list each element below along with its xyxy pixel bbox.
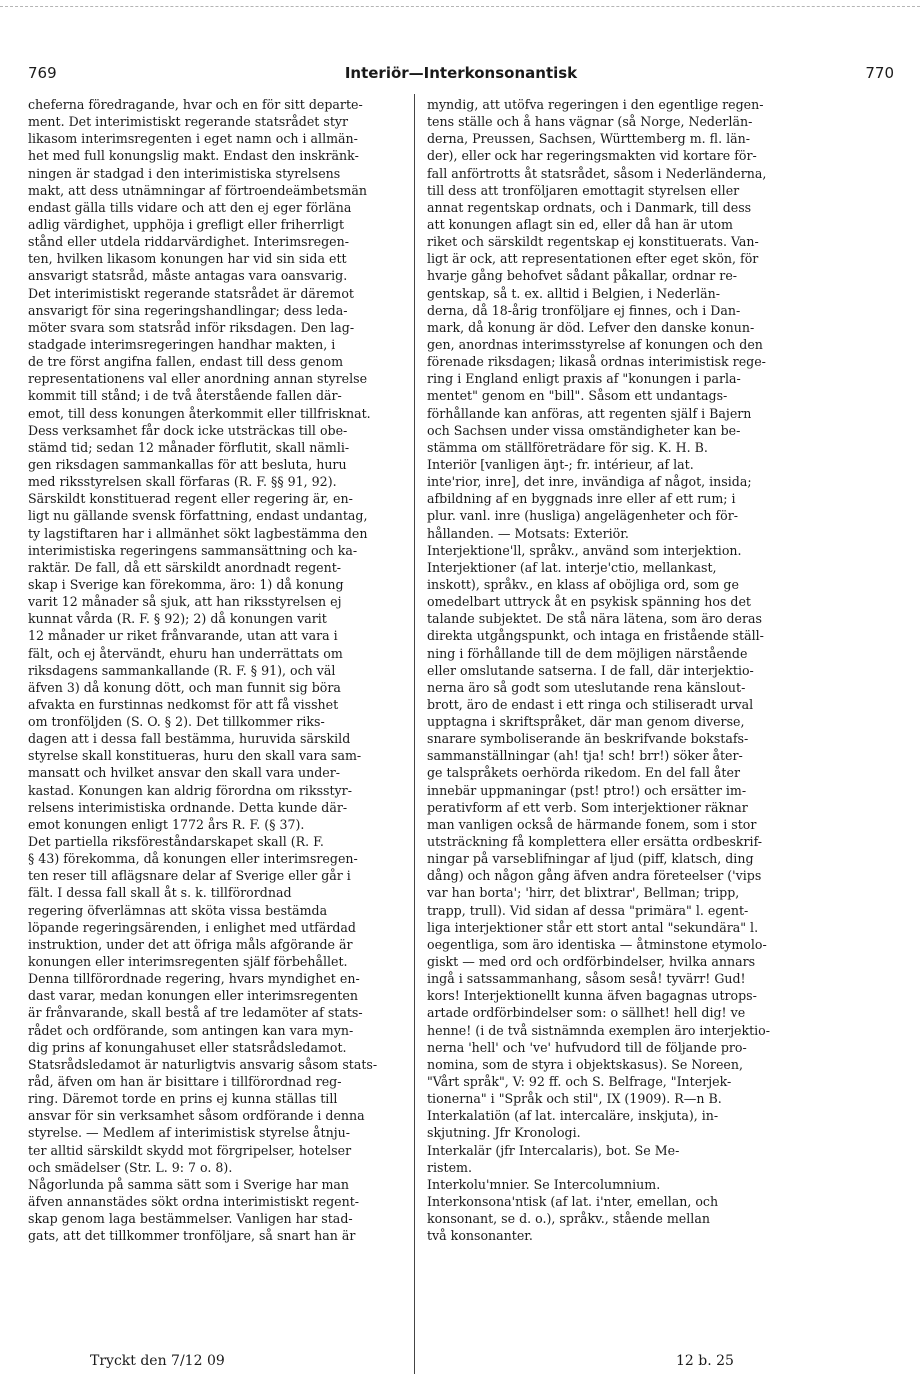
text-line: cheferna föredragande, hvar och en för sitt departe- <box>28 97 363 112</box>
text-line: Interjektioner (af lat. interje'ctio, mellankast, <box>427 559 717 575</box>
text-line: derna, då 18-årig tronföljare ej finnes, och i Dan- <box>427 302 741 318</box>
text-line: upptagna i skriftspråket, där man genom diverse, <box>427 714 745 730</box>
text-line: perativform af ett verb. Som interjektioner räknar <box>427 799 748 815</box>
text-line: tionerna" i "Språk och stil", IX (1909). R—n B. <box>427 1091 722 1107</box>
text-line: äfven 3) då konung dött, och man funnit sig böra <box>28 679 341 695</box>
text-line: het med full konungslig makt. Endast den inskränk- <box>28 148 359 164</box>
text-line: stämd tid; sedan 12 månader förflutit, skall nämli- <box>28 439 350 455</box>
text-line: myndig, att utöfva regeringen i den egentlige regen- <box>427 97 764 112</box>
text-line: oegentliga, som äro identiska — åtminstone etymolo- <box>427 936 767 952</box>
text-line: hvarje gång behofvet sådant påkallar, ordnar re- <box>427 268 738 284</box>
text-line: brott, äro de endast i ett ringa och stiliseradt urval <box>427 696 754 712</box>
text-line: regering öfverlämnas att sköta vissa bestämda <box>28 902 328 918</box>
text-line: fält, och ej återvändt, ehuru han underrättats om <box>28 645 343 661</box>
text-line: ligt är ock, att representationen efter eget skön, för <box>427 251 759 267</box>
text-line: artade ordförbindelser som: o sällhet! hell dig! ve <box>427 1005 746 1021</box>
text-line: om tronföljden (S. O. § 2). Det tillkommer riks- <box>28 714 325 730</box>
text-line: Det interimistiskt regerande statsrådet är däremot <box>28 285 354 301</box>
text-line: snarare symboliserande än beskrifvande bokstafs- <box>427 731 749 747</box>
text-line: direkta utgångspunkt, och intaga en fristående ställ- <box>427 628 764 644</box>
text-line: fall anförtrotts åt statsrådet, såsom i Nederländerna, <box>427 165 767 181</box>
text-line: ligt nu gällande svensk författning, endast undantag, <box>28 508 368 524</box>
text-line: Interiör [vanligen äŋt-; fr. intérieur, af lat. <box>427 456 694 472</box>
text-line: makt, att dess utnämningar af förtroendeämbetsmän <box>28 182 368 198</box>
text-line: Interkalatiön (af lat. intercaläre, inskjuta), in- <box>427 1108 719 1124</box>
text-line: giskt — med ord och ordförbindelser, hvilka annars <box>427 954 756 970</box>
text-line: Interjektione'll, språkv., använd som interjektion. <box>427 542 742 558</box>
text-line: möter svara som statsråd inför riksdagen. Den lag- <box>28 319 355 335</box>
text-line: gats, att det tillkommer tronföljare, så snart han är <box>28 1228 356 1244</box>
text-line: inskott), språkv., en klass af oböjliga ord, som ge <box>427 576 739 592</box>
text-line: stämma om ställföreträdare för sig. K. H. B. <box>427 439 708 455</box>
text-line: nerna äro så godt som uteslutande rena känslout- <box>427 679 746 695</box>
text-line: fält. I dessa fall skall åt s. k. tillförordnad <box>28 885 292 901</box>
text-line: Interkolu'mnier. Se Intercolumnium. <box>427 1176 661 1192</box>
text-line: interimistiska regeringens sammansättning och ka- <box>28 542 358 558</box>
text-line: "Vårt språk", V: 92 ff. och S. Belfrage, "Interjek- <box>427 1074 732 1090</box>
column-divider <box>414 94 415 1374</box>
left-column <box>28 96 418 1244</box>
text-line: gen riksdagen sammankallas för att besluta, huru <box>28 456 347 472</box>
text-line: likasom interimsregenten i eget namn och i allmän- <box>28 131 358 147</box>
text-line: endast gälla tills vidare och att den ej eger förläna <box>28 199 352 215</box>
text-line: dagen att i dessa fall bestämma, huruvida särskild <box>28 731 351 747</box>
text-line: riksdagens sammankallande (R. F. § 91), och väl <box>28 662 336 678</box>
text-line: kastad. Konungen kan aldrig förordna om riksstyr- <box>28 782 352 798</box>
text-line: representationens val eller anordning annan styrelse <box>28 371 368 387</box>
text-line: de tre först angifna fallen, endast till dess genom <box>28 354 344 370</box>
text-line: dast varar, medan konungen eller interimsregenten <box>28 988 358 1004</box>
print-date: Tryckt den 7/12 09 <box>90 1353 225 1369</box>
text-line: ningar på varseblifningar af ljud (piff, klatsch, ding <box>427 851 754 867</box>
page-title: Interiör—Interkonsonantisk <box>344 64 578 82</box>
text-line: skap genom laga bestämmelser. Vanligen har stad- <box>28 1211 353 1227</box>
text-line: Interkalär (jfr Intercalaris), bot. Se Me- <box>427 1142 680 1158</box>
text-line: skjutning. Jfr Kronologi. <box>427 1125 581 1141</box>
text-line: liga interjektioner står ett stort antal "sekundära" l. <box>427 919 759 935</box>
text-line: gentskap, så t. ex. alltid i Belgien, i Nederlän- <box>427 285 721 301</box>
text-line: ristem. <box>427 1159 472 1175</box>
text-line: ge talspråkets oerhörda rikedom. En del fall åter <box>427 765 740 781</box>
text-line: Denna tillförordnade regering, hvars myndighet en- <box>28 971 360 987</box>
text-line: ten reser till aflägsnare delar af Sverige eller går i <box>28 868 351 884</box>
text-line: och smädelser (Str. L. 9: 7 o. 8). <box>28 1159 233 1175</box>
text-line: mentet" genom en "bill". Såsom ett undantags- <box>427 388 728 404</box>
text-line: löpande regeringsärenden, i enlighet med utfärdad <box>28 919 356 935</box>
text-line: henne! (i de två sistnämnda exemplen äro interjektio- <box>427 1022 771 1038</box>
text-line: afbildning af en byggnads inre eller af ett rum; i <box>427 491 736 507</box>
text-line: trapp, trull). Vid sidan af dessa "primära" l. egent- <box>427 902 749 918</box>
text-line: ning i förhållande till de dem möjligen närstående <box>427 645 748 661</box>
text-line: emot konungen enligt 1772 års R. F. (§ 37). <box>28 816 305 832</box>
text-line: ten, hvilken likasom konungen har vid sin sida ett <box>28 251 347 267</box>
text-line: varit 12 månader så sjuk, att han riksstyrelsen ej <box>28 594 342 610</box>
text-line: hållanden. — Motsats: Exteriör. <box>427 525 629 541</box>
text-line: annat regentskap ordnats, och i Danmark, till dess <box>427 199 752 215</box>
text-line: talande subjektet. De stå nära lätena, som äro deras <box>427 611 762 627</box>
text-line: kunnat vårda (R. F. § 92); 2) då konungen varit <box>28 611 327 627</box>
text-line: innebär uppmaningar (pst! ptro!) och ersätter im- <box>427 782 747 798</box>
text-line: Någorlunda på samma sätt som i Sverige har man <box>28 1176 350 1192</box>
right-column <box>427 96 817 1244</box>
text-line: ring i England enligt praxis af "konungen i parla- <box>427 371 741 387</box>
text-line: till dess att tronföljaren emottagit styrelsen eller <box>427 182 740 198</box>
sheet-signature: 12 b. 25 <box>676 1353 734 1369</box>
text-line: ring. Däremot torde en prins ej kunna ställas till <box>28 1091 338 1107</box>
text-line: med riksstyrelsen skall förfaras (R. F. §§ 91, 92). <box>28 474 337 490</box>
text-line: 12 månader ur riket frånvarande, utan att vara i <box>28 628 338 644</box>
text-line: emot, till dess konungen återkommit eller tillfrisknat. <box>28 405 371 421</box>
text-line: ter alltid särskildt skydd mot förgripelser, hotelser <box>28 1142 352 1158</box>
text-line: relsens interimistiska ordnande. Detta kunde där- <box>28 799 348 815</box>
text-line: ansvarigt statsråd, måste antagas vara oansvarig. <box>28 268 348 284</box>
text-line: dig prins af konungahuset eller statsrådsledamot. <box>28 1039 347 1055</box>
text-line: styrelse. — Medlem af interimistisk styrelse åtnju- <box>28 1125 350 1141</box>
text-line: adlig värdighet, upphöja i grefligt eller friherrligt <box>28 216 345 232</box>
text-line: konsonant, se d. o.), språkv., stående mellan <box>427 1211 710 1227</box>
text-line: instruktion, under det att öfriga måls afgörande är <box>28 936 353 952</box>
text-line: ty lagstiftaren har i allmänhet sökt lagbestämma den <box>28 525 368 541</box>
text-line: stånd eller utdela riddarvärdighet. Interimsregen- <box>28 234 349 250</box>
text-line: att konungen aflagt sin ed, eller då han är utom <box>427 216 733 232</box>
text-line: inte'rior, inre], det inre, invändiga af något, insida; <box>427 474 752 490</box>
text-line: riket och särskildt regentskap ej konstituerats. Van- <box>427 234 759 250</box>
text-line: ingå i satssammanhang, såsom seså! tyvärr! Gud! <box>427 971 746 987</box>
text-line: man vanligen också de härmande fonem, som i stor <box>427 816 757 832</box>
text-line: derna, Preussen, Sachsen, Württemberg m. fl. län- <box>427 131 750 147</box>
text-line: sammanställningar (ah! tja! sch! brr!) söker åter- <box>427 748 743 764</box>
text-line: mansatt och hvilket ansvar den skall vara under- <box>28 765 341 781</box>
text-line: plur. vanl. inre (husliga) angelägenheter och för- <box>427 508 739 524</box>
page-header <box>28 64 894 88</box>
text-line: nerna 'hell' och 've' hufvudord till de följande pro- <box>427 1039 747 1055</box>
text-line: var han borta'; 'hirr, det blixtrar', Bellman; tripp, <box>427 885 740 901</box>
text-line: ningen är stadgad i den interimistiska styrelsens <box>28 165 341 181</box>
text-line: Interkonsona'ntisk (af lat. i'nter, emellan, och <box>427 1194 719 1209</box>
top-rule <box>0 6 920 7</box>
text-line: Dess verksamhet får dock icke utsträckas till obe- <box>28 422 348 438</box>
text-line: § 43) förekomma, då konungen eller interimsregen- <box>28 851 358 867</box>
text-line: kors! Interjektionellt kunna äfven bagagnas utrops- <box>427 988 757 1004</box>
text-line: raktär. De fall, då ett särskildt anordnadt regent- <box>28 559 342 575</box>
text-line: Det partiella riksföreståndarskapet skall (R. F. <box>28 834 324 850</box>
text-line: nomina, som de styra i objektskasus). Se Noreen, <box>427 1056 743 1072</box>
text-line: gen, anordnas interimsstyrelse af konungen och den <box>427 336 763 352</box>
text-line: rådet och ordförande, som antingen kan vara myn- <box>28 1022 354 1038</box>
text-line: styrelse skall konstitueras, huru den skall vara sam- <box>28 748 362 764</box>
text-line: förhållande kan anföras, att regenten själf i Bajern <box>427 405 752 421</box>
text-line: är frånvarande, skall bestå af tre ledamöter af stats- <box>28 1005 363 1021</box>
text-line: konungen eller interimsregenten själf förbehållet. <box>28 954 348 970</box>
text-line: kommit till stånd; i de två återstående fallen där- <box>28 388 342 404</box>
text-line: dång) och någon gång äfven andra företeelser ('vips <box>427 868 762 884</box>
page-number-right: 770 <box>865 64 894 82</box>
text-line: ansvarigt för sina regeringshandlingar; dess leda- <box>28 302 348 318</box>
text-line: ansvar för sin verksamhet såsom ordförande i denna <box>28 1108 365 1124</box>
text-line: och Sachsen under vissa omständigheter kan be- <box>427 422 741 438</box>
text-line: råd, äfven om han är bisittare i tillförordnad reg- <box>28 1074 342 1090</box>
text-line: skap i Sverige kan förekomma, äro: 1) då konung <box>28 576 344 592</box>
text-line: stadgade interimsregeringen handhar makten, i <box>28 336 336 352</box>
text-line: ment. Det interimistiskt regerande statsrådet styr <box>28 114 349 130</box>
text-line: mark, då konung är död. Lefver den danske konun- <box>427 319 755 335</box>
text-line: Särskildt konstituerad regent eller regering är, en- <box>28 491 353 507</box>
text-line: två konsonanter. <box>427 1228 533 1244</box>
text-line: tens ställe och å hans vägnar (så Norge, Nederlän- <box>427 114 753 130</box>
text-line: äfven annanstädes sökt ordna interimistiskt regent- <box>28 1194 360 1209</box>
page-number-left: 769 <box>28 64 57 82</box>
text-line: förenade riksdagen; likaså ordnas interimistisk rege- <box>427 354 766 370</box>
text-line: utsträckning få komplettera eller ersätta ordbeskrif- <box>427 834 763 850</box>
text-line: Statsrådsledamot är naturligtvis ansvarig såsom stats- <box>28 1056 378 1072</box>
text-line: omedelbart uttryck åt en psykisk spänning hos det <box>427 594 751 610</box>
text-line: eller omslutande satserna. I de fall, där interjektio- <box>427 662 754 678</box>
text-line: afvakta en furstinnas nedkomst för att få visshet <box>28 696 339 712</box>
text-line: der), eller ock har regeringsmakten vid kortare för- <box>427 148 757 164</box>
